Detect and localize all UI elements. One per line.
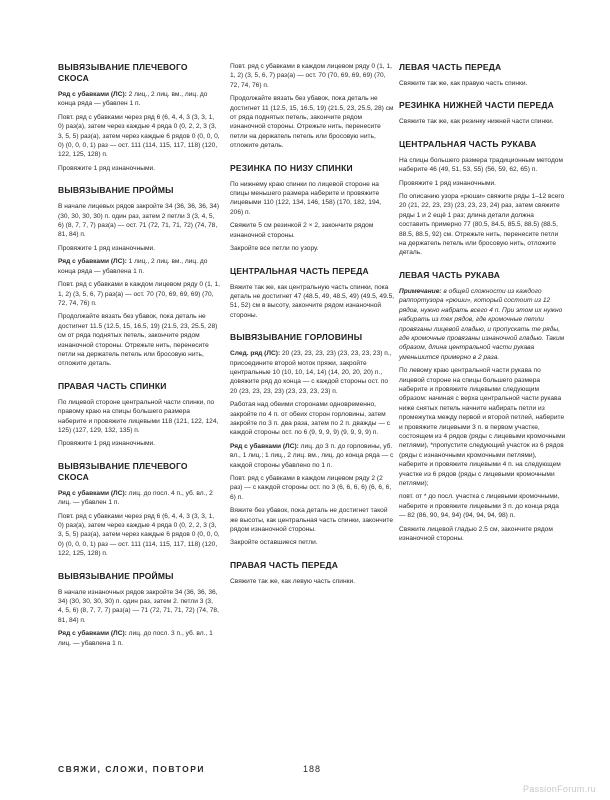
paragraph: По лицевой стороне центральной части спинки, по правому краю на спицы большего размера наберите и провяжите лицевыми 118 (121, 122, 124, 125) (127, 129, 132, 135) п.	[58, 398, 219, 434]
row-text: лиц. до 3 п. до горловины, уб. вл., 1 лиц.; 1 лиц., 2 лиц. вм., лиц. до конца ряда — с каждой стороны убавлено по 1 п.	[230, 442, 394, 469]
paragraph: Закройте оставшиеся петли.	[230, 539, 318, 547]
paragraph: Провяжите 1 ряд изнаночными.	[399, 179, 496, 187]
paragraph: Свяжите 5 см резинкой 2 × 2, закончите рядом изнаночной стороны.	[230, 222, 374, 239]
paragraph	[58, 489, 220, 508]
paragraph: Вяжите без убавок, пока деталь не достигнет такой же высоты, как центральная часть спинки, закончите рядом изнаночной стороны.	[230, 507, 394, 534]
row-label: Ряд с убавками (ЛС):	[58, 489, 127, 497]
paragraph: Закройте все петли по узору.	[230, 245, 319, 253]
section-heading: ВЫВЯЗЫВАНИЕ ГОРЛОВИНЫ	[230, 332, 363, 343]
row-label: Ряд с убавками (ЛС):	[58, 91, 127, 98]
paragraph: Продолжайте вязать без убавок, пока деталь не достигнет 11.5 (12.5, 15, 16.5, 19) (21.5, 23, 25.5, 28) см от ряда поднятых петель, закончите рядом изнаночной стороны. Отрежьте нить, перенесите петли на держатель петель или бросовую нить, отложите деталь.	[58, 313, 218, 368]
section-heading: ЦЕНТРАЛЬНАЯ ЧАСТЬ ПЕРЕДА	[230, 265, 369, 276]
paragraph: По нижнему краю спинки по лицевой стороне на спицы меньшего размера наберите и провяжите лицевыми 110 (122, 134, 146, 158) (170, 182, 194, 206) п.	[230, 180, 382, 216]
paragraph	[58, 629, 220, 648]
paragraph: Работая над обеими сторонами одновременно, закройте по 4 п. от обеих сторон горловины, затем закройте по 3 п. два раза, затем по 2 п. дважды — с каждой стороны ост. по 6 (9, 9, 9, 9) (9, 9, 9, 9) п.	[230, 401, 391, 437]
row-label: Ряд с убавками (ЛС):	[58, 258, 127, 266]
paragraph: Провяжите 1 ряд изнаночными.	[58, 164, 155, 172]
note-text: в общей сложности из каждого раппортузора «рюши», который состоит из 12 рядов, нужно набрать всего 4 п. При этом их нужно набирать из тех рядов, где кромочные петли провязаны лицевой гладью, и пропускать те ряды, где кромочные провязаны изнаночной гладью. Таким образом, длина центральной части рукава уменьшится примерно в 2 раза.	[399, 287, 565, 361]
section-heading: ПРАВАЯ ЧАСТЬ ПЕРЕДА	[230, 559, 339, 570]
note-paragraph	[399, 287, 566, 362]
paragraph: Повт. ряд с убавками в каждом лицевом ряду 0 (1, 1, 1, 2) (3, 5, 6, 7) раз(а) — ост. 70 (70, 69, 69, 69) (70, 72, 74, 76) п.	[230, 63, 392, 89]
row-label: След. ряд (ЛС):	[230, 350, 281, 358]
paragraph: Повт. ряд с убавками в каждом лицевом ряду 0 (1, 1, 1, 2) (3, 5, 6, 7) раз(а) — ост. 70 (70, 69, 69, 69) (70, 72, 74, 76) п.	[58, 281, 220, 307]
paragraph: Свяжите так же, как правую часть спинки.	[399, 80, 528, 87]
section-heading: ВЫВЯЗЫВАНИЕ ПРОЙМЫ	[58, 570, 174, 581]
paragraph: Повт. ряд с убавками через ряд 6 (6, 4, 4, 3 (3, 3, 1, 0) раз(а), затем через каждые 4 ряда 0 (0, 2, 2, 3 (3, 3, 5, 5) раз(а), затем через каждые 6 рядов 0 (0, 0, 0, 0) (0, 0, 0, 1) раз — ост. 111 (114, 115, 117, 118) (120, 122, 125, 128) п.	[58, 113, 220, 159]
section-heading: ЛЕВАЯ ЧАСТЬ РУКАВА	[399, 269, 501, 280]
paragraph	[230, 442, 395, 470]
paragraph: По левому краю центральной части рукава по лицевой стороне на спицы большего размера наберите и провяжите лицевыми следующим образом: начиная с верха центральной части рукава ниже снятых петель начните набирать петли из промежутка между первой и второй петлей, наберите и провяжите лицевыми 3 п. в первом участке, состоящем из 4 рядов (ряды с лицевыми кромочными петлями), *пропустите следующий участок из 6 рядов (ряды с изнаночными кромочными петлями), наберите и провяжите лицевыми 4 п. на следующем участке из 6 рядов (ряды с лицевыми кромочными петлями);	[399, 367, 566, 487]
note-label: Примечание:	[399, 287, 442, 295]
row-text: лиц. до посл. 4 п., уб. вл., 2 лиц. — убавлен 1 п.	[58, 489, 213, 507]
row-label: Ряд с убавками (ЛС):	[230, 442, 299, 450]
paragraph	[230, 349, 395, 396]
section-heading: ВЫВЯЗЫВАНИЕ ПЛЕЧЕВОГО СКОСА	[58, 460, 188, 482]
column-2	[230, 62, 395, 590]
row-text: лиц. до посл. 3 п., уб. вл., 1 лиц. — убавлена 1 п.	[58, 630, 213, 647]
paragraph: По описанию узора «рюши» свяжите ряды 1–12 всего 20 (21, 22, 23, 23) (23, 23, 23, 24) раз, затем свяжите ряды 1 и 2 ещё 1 раз; длина детали должна составить примерно 77 (80.5, 84.5, 85.5, 88.5) (88.5, 88.5, 88.5, 92) см. Отрежьте нить, перенесите петли на держатель петель или бросовую нить, отложите деталь.	[399, 193, 565, 257]
watermark: PassionForum.ru	[522, 784, 596, 794]
section-heading: ВЫВЯЗЫВАНИЕ ПРОЙМЫ	[58, 185, 174, 196]
paragraph: Провяжите 1 ряд изнаночными.	[58, 244, 155, 252]
paragraph: Вяжите так же, как центральную часть спинки, пока деталь не достигнет 47 (48.5, 49, 48.5, 49) (49.5, 49.5, 51, 52) см в высоту, закончите рядом изнаночной стороны.	[230, 283, 395, 319]
paragraph: Свяжите так же, как левую часть спинки.	[230, 577, 356, 585]
column-3	[399, 62, 566, 547]
section-heading: ЦЕНТРАЛЬНАЯ ЧАСТЬ РУКАВА	[399, 138, 537, 149]
page-number: 188	[303, 764, 322, 774]
row-text: 20 (23, 23, 23, 23) (23, 23, 23, 23) п., присоедините второй моток пряжи, закройте центральные 10 (10, 10, 14, 14) (14, 20, 20, 20) п., довяжите ряд до конца — с каждой стороны ост. по 20 (23, 23, 23, 23) (23, 23, 23, 23) п.	[230, 350, 392, 395]
section-heading: ПРАВАЯ ЧАСТЬ СПИНКИ	[58, 380, 167, 391]
paragraph	[58, 90, 220, 109]
row-text: 1 лиц., 2 лиц. вм., лиц. до конца ряда — убавлена 1 п.	[58, 258, 208, 275]
paragraph: Повт. ряд с убавками через ряд 6 (6, 4, 4, 3 (3, 3, 1, 0) раз(а), затем через каждые 4 ряда 0 (0, 2, 2, 3 (3, 3, 5, 5) раз(а), затем через каждые 6 рядов 0 (0, 0, 0, 0) (0, 0, 0, 1) раз — ост. 111 (114, 115, 117, 118) (120, 122, 125, 128) п.	[58, 512, 220, 558]
row-text: 2 лиц., 2 лиц. вм., лиц. до конца ряда — убавлен 1 п.	[58, 91, 208, 108]
paragraph: В начале изнаночных рядов закройте 34 (36, 36, 36, 34) (30, 30, 30, 30) п. один раз, затем 2. петли 3 (3, 4, 5, 6) (8, 7, 7, 7) раз(а) — 71 (72, 71, 71, 72) (74, 78, 81, 84) п.	[58, 588, 219, 624]
paragraph: Провяжите 1 ряд изнаночными.	[58, 440, 155, 448]
paragraph: На спицы большего размера традиционным методом наберите 46 (49, 51, 53, 55) (56, 59, 62, 65) п.	[399, 156, 564, 174]
section-heading: ЛЕВАЯ ЧАСТЬ ПЕРЕДА	[399, 62, 502, 72]
row-label: Ряд с убавками (ЛС):	[58, 630, 127, 638]
footer-title: СВЯЖИ, СЛОЖИ, ПОВТОРИ	[58, 764, 206, 774]
paragraph: повт. от * до посл. участка с лицевыми кромочными, наберите и провяжите лицевыми 3 п. до конца ряда — 82 (86, 90, 94, 94) (94, 94, 94, 98) п.	[399, 493, 560, 520]
column-1	[58, 62, 220, 652]
paragraph	[58, 257, 220, 276]
section-heading: РЕЗИНКА НИЖНЕЙ ЧАСТИ ПЕРЕДА	[399, 100, 555, 111]
paragraph: Свяжите лицевой гладью 2.5 см, закончите рядом изнаночной стороны.	[399, 525, 553, 543]
section-heading: ВЫВЯЗЫВАНИЕ ПЛЕЧЕВОГО СКОСА	[58, 62, 188, 83]
paragraph: Свяжите так же, как резинку нижней части спинки.	[399, 118, 554, 126]
paragraph: В начале лицевых рядов закройте 34 (36, 36, 36, 34) (30, 30, 30, 30) п. один раз, затем 2 петли 3 (3, 4, 5, 6) (8, 7, 7, 7) раз(а) — ост. 71 (72, 71, 71, 72) (74, 78, 81, 84) п.	[58, 203, 220, 239]
page-footer	[58, 764, 566, 776]
section-heading: РЕЗИНКА ПО НИЗУ СПИНКИ	[230, 162, 353, 173]
page-body	[58, 62, 566, 752]
paragraph: Продолжайте вязать без убавок, пока деталь не достигнет 11 (12.5, 15, 16.5, 19) (21.5, 23, 25.5, 28) см от ряда поднятых петель, закончите рядом изнаночной стороны. Отрежьте нить, перенесите петли на держатель петель или бросовую нить, отложите деталь.	[230, 95, 394, 150]
paragraph: Повт. ряд с убавками в каждом лицевом ряду 2 (2 раз) — с каждой стороны ост. по 3 (6, 6, 6, 6) (6, 6, 6, 6) п.	[230, 475, 392, 501]
